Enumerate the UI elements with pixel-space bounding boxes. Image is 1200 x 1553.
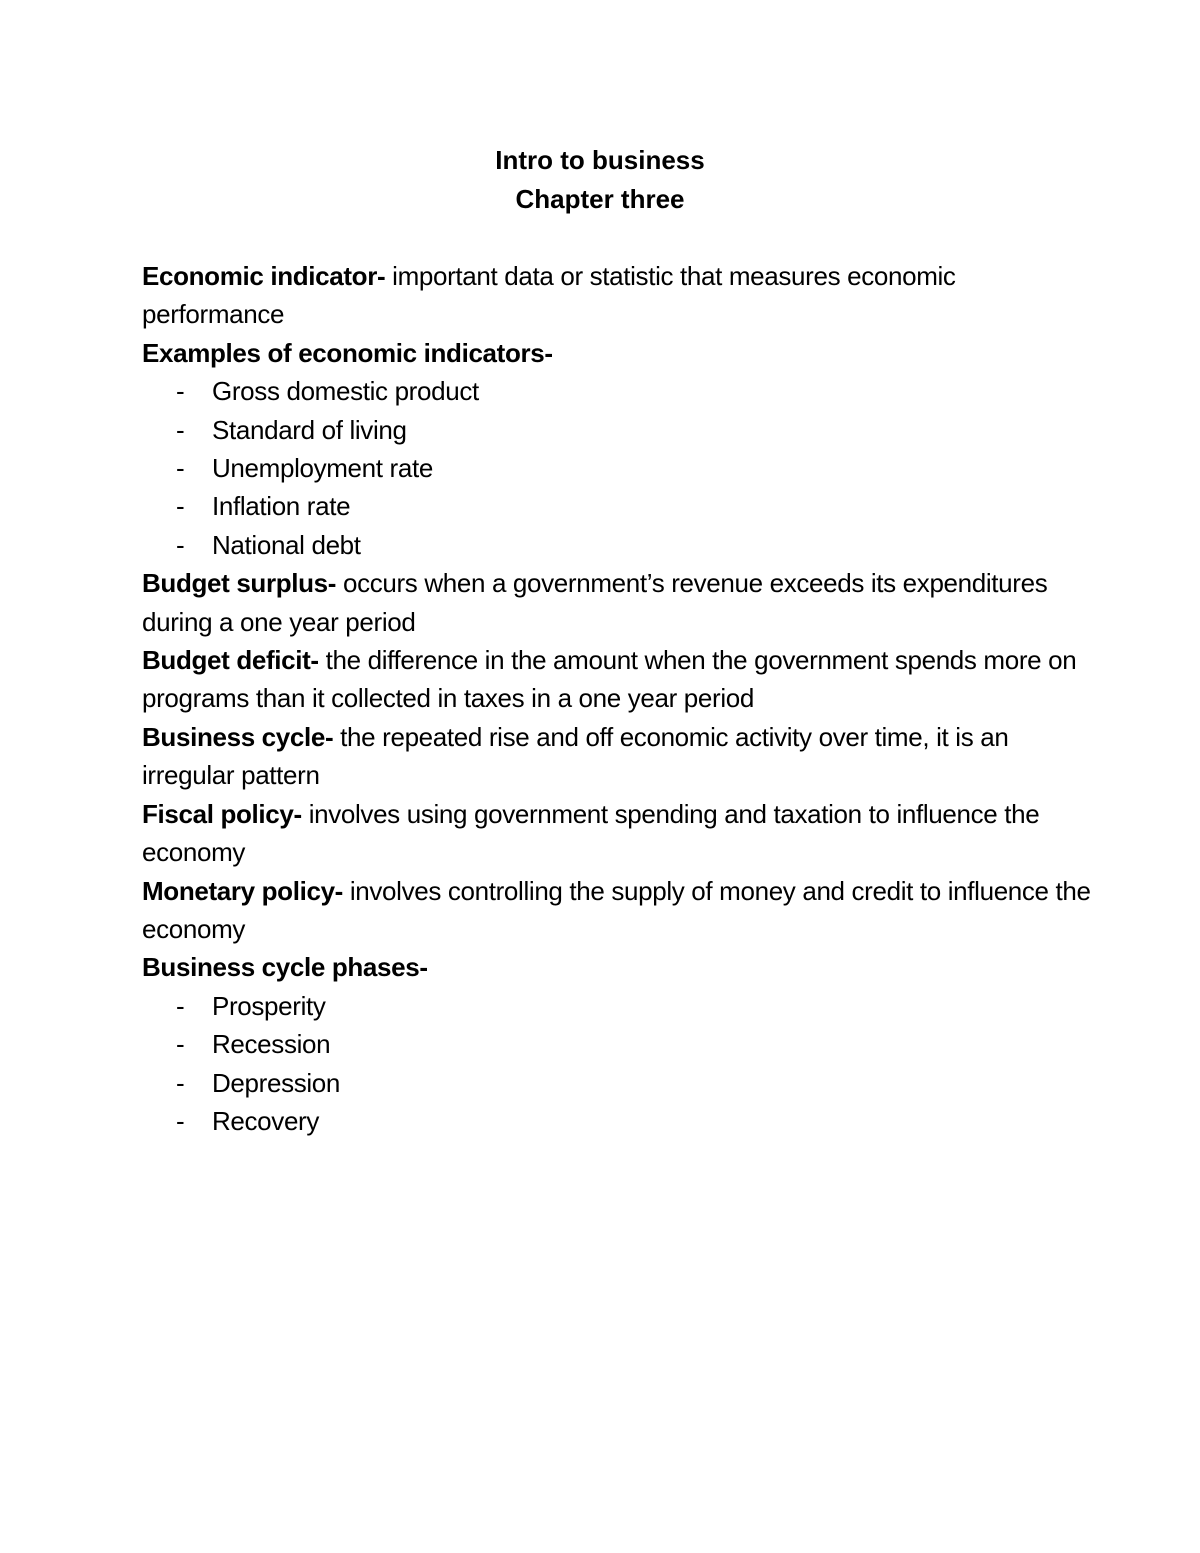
list-item: [142, 1102, 1102, 1140]
term-label: Budget surplus-: [142, 568, 337, 599]
list-item-text: Gross domestic product: [212, 376, 479, 407]
list-item: [142, 372, 1102, 410]
definition-text: involves using government spending and taxation to influence the economy: [142, 798, 1040, 868]
term-label: Fiscal policy-: [142, 798, 302, 829]
list-item-text: National debt: [212, 529, 361, 560]
definition-text: the repeated rise and off economic activity over time, it is an irregular pattern: [142, 721, 1009, 791]
term-label: Business cycle-: [142, 721, 334, 752]
bullet-marker: -: [176, 491, 185, 522]
definition-text: important data or statistic that measures economic performance: [142, 261, 956, 330]
document-body: [142, 257, 1102, 1140]
indicator-list: [142, 372, 1102, 564]
list-item-text: Inflation rate: [212, 491, 351, 522]
definition-business-cycle: [142, 718, 1102, 795]
title-block: [0, 141, 1200, 218]
list-item: [142, 411, 1102, 449]
term-label: Monetary policy-: [142, 875, 343, 906]
bullet-marker: -: [176, 1105, 185, 1136]
term-label: Business cycle phases-: [142, 952, 428, 983]
heading-examples-of-indicators: [142, 334, 1102, 372]
document-subtitle: Chapter three: [515, 183, 685, 214]
definition-monetary-policy: [142, 872, 1102, 949]
list-item: [142, 449, 1102, 487]
list-item-text: Standard of living: [212, 414, 407, 445]
definition-budget-surplus: [142, 564, 1102, 641]
list-item-text: Unemployment rate: [212, 453, 433, 484]
definition-text: the difference in the amount when the government spends more on programs than it collected in taxes in a one year period: [142, 645, 1077, 714]
list-item: [142, 987, 1102, 1025]
term-label: Economic indicator-: [142, 261, 386, 291]
bullet-marker: -: [176, 990, 185, 1021]
list-item-text: Recession: [212, 1029, 331, 1060]
heading-business-cycle-phases: [142, 948, 1102, 986]
bullet-marker: -: [176, 453, 185, 484]
bullet-marker: -: [176, 529, 185, 560]
list-item-text: Recovery: [212, 1105, 320, 1136]
document-title: Intro to business: [495, 145, 705, 175]
definition-economic-indicator: [142, 257, 1102, 334]
list-item: [142, 1064, 1102, 1102]
bullet-marker: -: [176, 1029, 185, 1060]
list-item-text: Depression: [212, 1067, 341, 1098]
definition-text: occurs when a government’s revenue exceeds its expenditures during a one year period: [142, 568, 1048, 637]
bullet-marker: -: [176, 376, 185, 407]
list-item: [142, 526, 1102, 564]
bullet-marker: -: [176, 1067, 185, 1098]
term-label: Examples of economic indicators-: [142, 337, 553, 368]
definition-budget-deficit: [142, 641, 1102, 718]
list-item: [142, 487, 1102, 525]
term-label: Budget deficit-: [142, 645, 319, 676]
list-item-text: Prosperity: [212, 990, 326, 1021]
list-item: [142, 1025, 1102, 1063]
bullet-marker: -: [176, 414, 185, 445]
definition-fiscal-policy: [142, 795, 1102, 872]
definition-text: involves controlling the supply of money and credit to influence the economy: [142, 875, 1091, 944]
phase-list: [142, 987, 1102, 1141]
